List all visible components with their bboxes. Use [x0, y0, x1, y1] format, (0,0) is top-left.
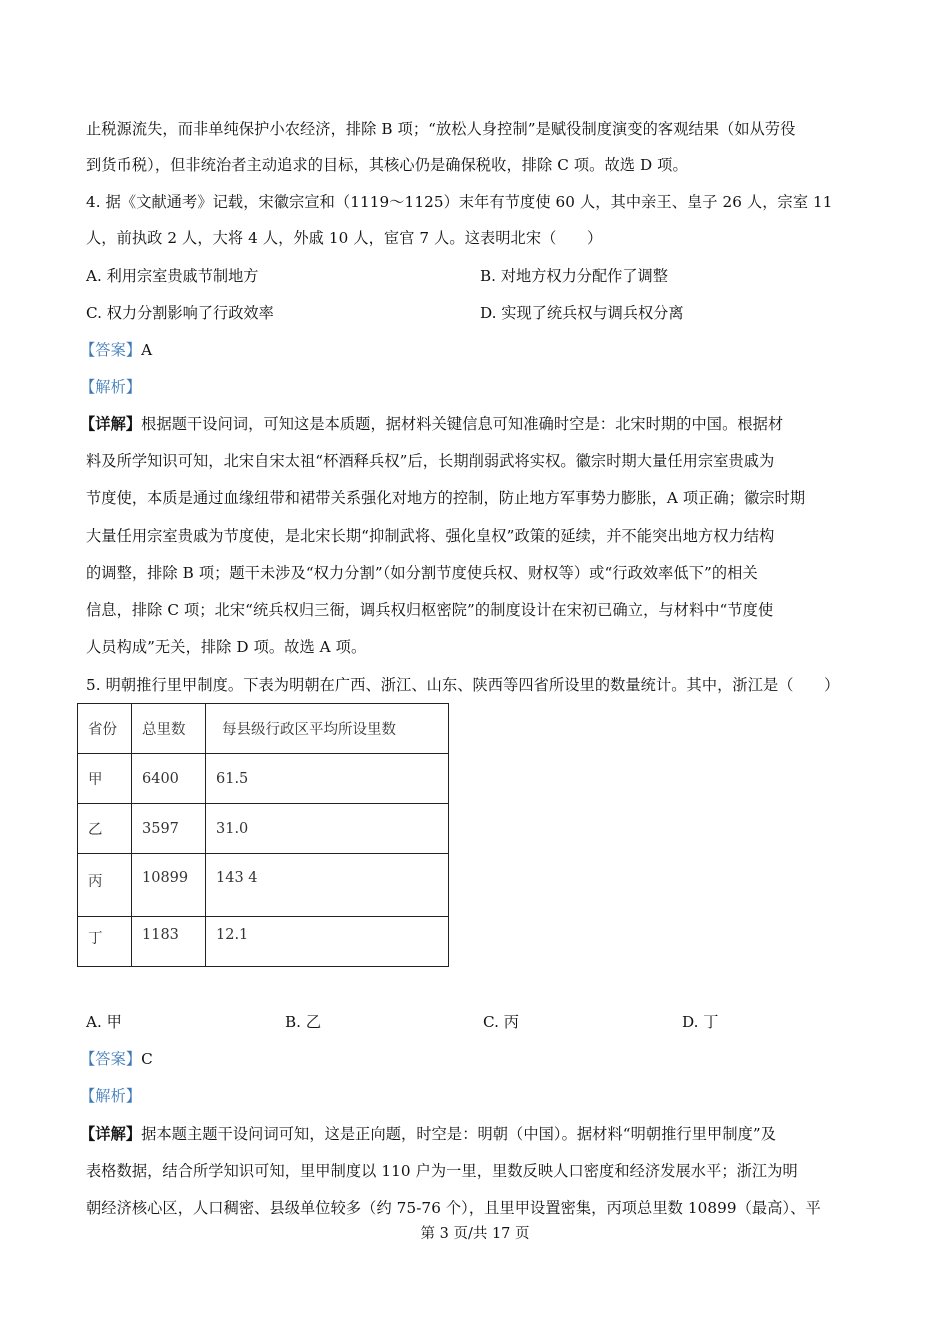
question-5-option-c: C. 丙 — [483, 1013, 519, 1031]
question-5-detail-line: 表格数据，结合所学知识可知，里甲制度以 110 户为一里，里数反映人口密度和经济发展水平；浙江为明 — [86, 1162, 798, 1180]
table-header-row — [78, 704, 449, 754]
question-4-analysis-label: 【解析】 — [80, 378, 142, 396]
table-cell: 12.1 — [206, 917, 449, 967]
question-5-analysis-label: 【解析】 — [80, 1087, 142, 1105]
question-4-option-d: D. 实现了统兵权与调兵权分离 — [480, 304, 684, 322]
question-4-stem-line: 人，前执政 2 人，大将 4 人，外戚 10 人，宦官 7 人。这表明北宋（ ） — [86, 229, 603, 247]
table-cell: 10899 — [132, 854, 206, 917]
paragraph-line: 到货币税），但非统治者主动追求的目标，其核心仍是确保税收，排除 C 项。故选 D 项。 — [86, 156, 688, 174]
table-cell: 乙 — [78, 804, 132, 854]
table-cell: 143 4 — [206, 854, 449, 917]
question-4-option-b: B. 对地方权力分配作了调整 — [480, 267, 668, 285]
table-row — [78, 754, 449, 804]
question-4-detail-line — [80, 414, 783, 434]
question-4-detail-line: 大量任用宗室贵戚为节度使，是北宋长期“抑制武将、强化皇权”政策的延续，并不能突出地方权力结构 — [86, 527, 775, 545]
table-row — [78, 804, 449, 854]
answer-value: A — [141, 341, 153, 359]
question-4-detail-line: 人员构成”无关，排除 D 项。故选 A 项。 — [86, 638, 367, 656]
question-5-answer — [80, 1049, 153, 1069]
question-5-stem: 5. 明朝推行里甲制度。下表为明朝在广西、浙江、山东、陕西等四省所设里的数量统计。其中，浙江是（ ） — [86, 676, 840, 694]
li-count-table — [77, 703, 449, 967]
paragraph-line: 止税源流失，而非单纯保护小农经济，排除 B 项；“放松人身控制”是赋役制度演变的客观结果（如从劳役 — [86, 120, 796, 138]
question-5-option-d: D. 丁 — [682, 1013, 719, 1031]
question-5-detail-line: 朝经济核心区，人口稠密、县级单位较多（约 75-76 个），且里甲设置密集，丙项总里数 10899（最高）、平 — [86, 1199, 821, 1217]
table-cell: 1183 — [132, 917, 206, 967]
table-header-cell: 总里数 — [132, 704, 206, 754]
question-4-stem-line: 4. 据《文献通考》记载，宋徽宗宣和（1119～1125）末年有节度使 60 人，其中亲王、皇子 26 人，宗室 11 — [86, 193, 833, 211]
table-cell: 丙 — [78, 854, 132, 917]
page-footer: 第 3 页/共 17 页 — [420, 1226, 530, 1242]
detail-label: 【详解】 — [80, 415, 142, 433]
table-header-cell: 省份 — [78, 704, 132, 754]
question-4-option-c: C. 权力分割影响了行政效率 — [86, 304, 274, 322]
question-4-detail-line: 料及所学知识可知，北宋自宋太祖“杯酒释兵权”后，长期削弱武将实权。徽宗时期大量任用宗室贵戚为 — [86, 452, 775, 470]
question-4-option-a: A. 利用宗室贵戚节制地方 — [86, 267, 259, 285]
table-cell: 31.0 — [206, 804, 449, 854]
answer-label: 【答案】 — [80, 341, 142, 359]
table-row — [78, 854, 449, 917]
table-cell: 甲 — [78, 754, 132, 804]
question-4-answer — [80, 340, 152, 360]
table-cell: 3597 — [132, 804, 206, 854]
question-5-option-a: A. 甲 — [86, 1013, 122, 1031]
table-cell: 61.5 — [206, 754, 449, 804]
table-cell: 6400 — [132, 754, 206, 804]
table-row — [78, 917, 449, 967]
detail-text: 据本题主题干设问词可知，这是正向题，时空是：明朝（中国）。据材料“明朝推行里甲制度”及 — [141, 1125, 777, 1143]
question-4-detail-line: 节度使，本质是通过血缘纽带和裙带关系强化对地方的控制，防止地方军事势力膨胀，A 项正确；徽宗时期 — [86, 489, 806, 507]
answer-value: C — [141, 1050, 153, 1068]
question-4-detail-line: 信息，排除 C 项；北宋“统兵权归三衙，调兵权归枢密院”的制度设计在宋初已确立，与材料中“节度使 — [86, 601, 774, 619]
answer-label: 【答案】 — [80, 1050, 142, 1068]
detail-label: 【详解】 — [80, 1125, 142, 1143]
question-5-option-b: B. 乙 — [285, 1013, 322, 1031]
table-cell: 丁 — [78, 917, 132, 967]
detail-text: 根据题干设问词，可知这是本质题，据材料关键信息可知准确时空是：北宋时期的中国。根据材 — [141, 415, 784, 433]
table-header-cell: 每县级行政区平均所设里数 — [206, 704, 449, 754]
question-4-detail-line: 的调整，排除 B 项；题干未涉及“权力分割”（如分割节度使兵权、财权等）或“行政效率低下”的相关 — [86, 564, 758, 582]
question-5-detail-line — [80, 1124, 776, 1144]
